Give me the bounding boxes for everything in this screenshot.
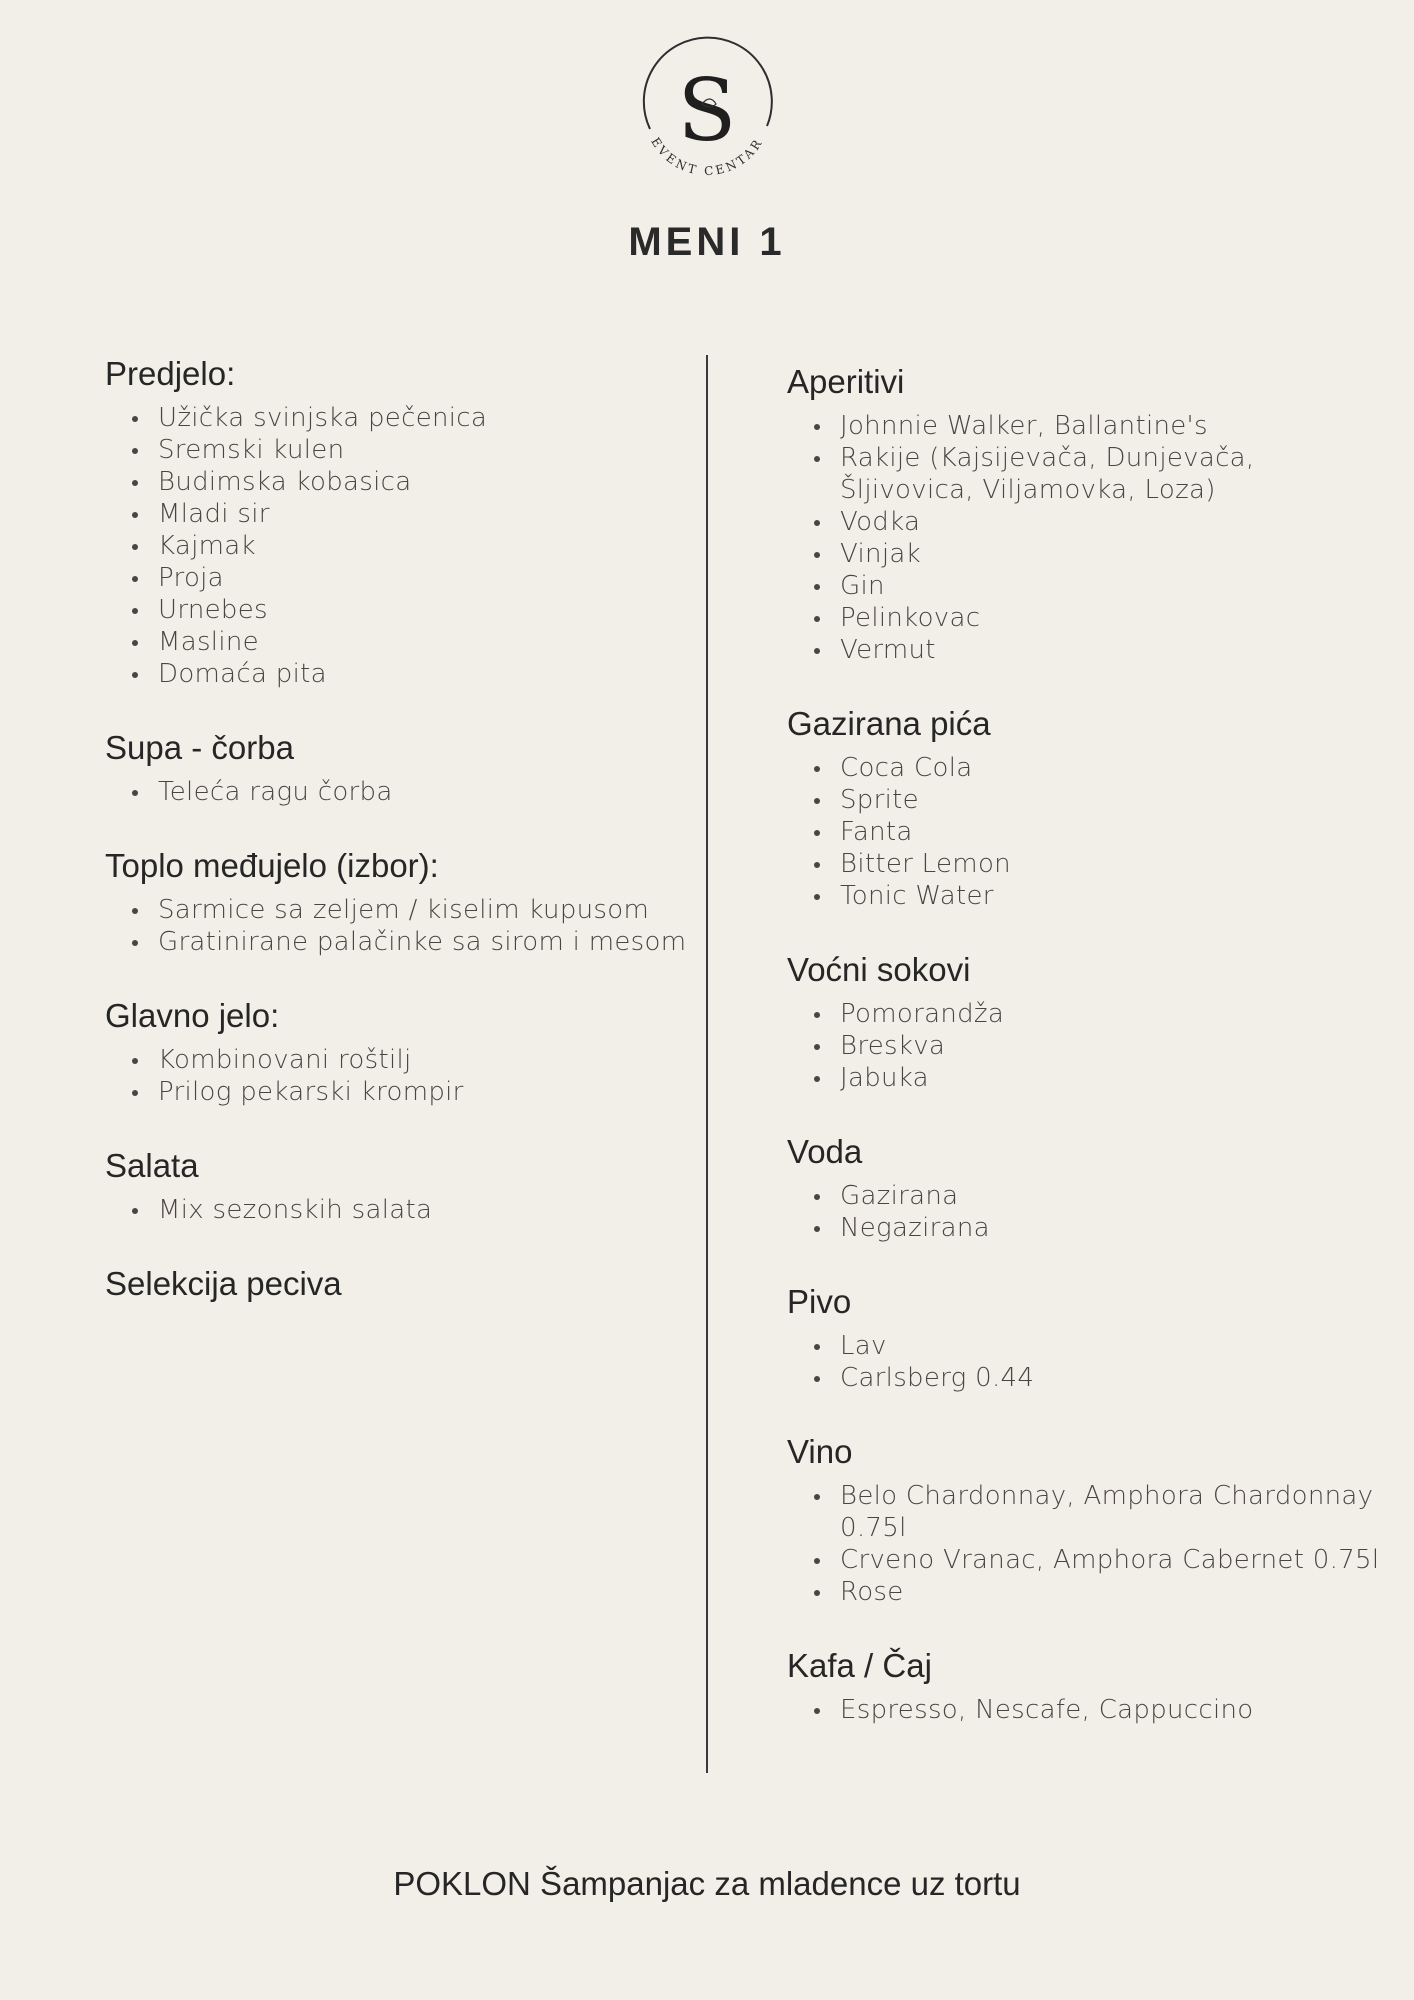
svg-text:S: S (677, 61, 737, 161)
list-item: Belo Chardonnay, Amphora Chardonnay 0.75l (840, 1480, 1387, 1544)
list-item: Mix sezonskih salata (158, 1194, 695, 1226)
item-list (787, 1330, 1387, 1394)
list-item: Johnnie Walker, Ballantine's (840, 410, 1387, 442)
section-heading: Toplo međujelo (izbor): (105, 847, 439, 884)
list-item: Sarmice sa zeljem / kiselim kupusom (158, 894, 695, 926)
menu-section (787, 362, 1387, 666)
list-item: Urnebes (158, 594, 695, 626)
list-item: Gin (840, 570, 1387, 602)
list-item: Vinjak (840, 538, 1387, 570)
footer-note: POKLON Šampanjac za mladence uz tortu (393, 1865, 1021, 1902)
section-heading: Pivo (787, 1283, 852, 1320)
list-item: Budimska kobasica (158, 466, 695, 498)
section-heading: Salata (105, 1147, 199, 1184)
list-item: Mladi sir (158, 498, 695, 530)
list-item: Rakije (Kajsijevača, Dunjevača, Šljivovica, Viljamovka, Loza) (840, 442, 1387, 506)
item-list (105, 1044, 695, 1108)
list-item: Masline (158, 626, 695, 658)
list-item: Fanta (840, 816, 1387, 848)
section-heading: Voćni sokovi (787, 951, 971, 988)
list-item: Espresso, Nescafe, Cappuccino (840, 1694, 1387, 1726)
item-list (787, 1180, 1387, 1244)
menu-section (105, 1146, 695, 1226)
section-heading: Supa - čorba (105, 729, 294, 766)
menu-section (787, 1432, 1387, 1608)
page-title: MENI 1 (628, 220, 786, 264)
menu-section (105, 354, 695, 690)
menu-section (787, 1132, 1387, 1244)
list-item: Breskva (840, 1030, 1387, 1062)
item-list (787, 410, 1387, 666)
item-list (787, 998, 1387, 1094)
list-item: Coca Cola (840, 752, 1387, 784)
logo-emblem-icon (632, 34, 782, 184)
menu-section (105, 1264, 695, 1304)
list-item: Tonic Water (840, 880, 1387, 912)
list-item: Vermut (840, 634, 1387, 666)
list-item: Carlsberg 0.44 (840, 1362, 1387, 1394)
column-divider (706, 355, 708, 1773)
item-list (105, 894, 695, 958)
section-heading: Voda (787, 1133, 863, 1170)
food-column (105, 354, 695, 1342)
list-item: Bitter Lemon (840, 848, 1387, 880)
section-heading: Selekcija peciva (105, 1265, 342, 1302)
list-item: Pomorandža (840, 998, 1387, 1030)
section-heading: Kafa / Čaj (787, 1647, 932, 1684)
menu-section (787, 1646, 1387, 1726)
menu-section (105, 996, 695, 1108)
list-item: Kombinovani roštilj (158, 1044, 695, 1076)
item-list (787, 1694, 1387, 1726)
list-item: Gratinirane palačinke sa sirom i mesom (158, 926, 695, 958)
list-item: Negazirana (840, 1212, 1387, 1244)
section-heading: Predjelo: (105, 355, 236, 392)
logo (632, 34, 782, 184)
menu-section (787, 1282, 1387, 1394)
menu-section (787, 704, 1387, 912)
list-item: Lav (840, 1330, 1387, 1362)
item-list (787, 752, 1387, 912)
section-heading: Gazirana pića (787, 705, 991, 742)
list-item: Sremski kulen (158, 434, 695, 466)
item-list (787, 1480, 1387, 1608)
drinks-column (787, 362, 1387, 1764)
list-item: Teleća ragu čorba (158, 776, 695, 808)
menu-section (105, 846, 695, 958)
list-item: Rose (840, 1576, 1387, 1608)
list-item: Kajmak (158, 530, 695, 562)
list-item: Prilog pekarski krompir (158, 1076, 695, 1108)
list-item: Sprite (840, 784, 1387, 816)
menu-section (787, 950, 1387, 1094)
list-item: Vodka (840, 506, 1387, 538)
list-item: Gazirana (840, 1180, 1387, 1212)
section-heading: Aperitivi (787, 363, 905, 400)
list-item: Jabuka (840, 1062, 1387, 1094)
svg-text:EVENT CENTAR: EVENT CENTAR (648, 134, 766, 179)
item-list (105, 776, 695, 808)
menu-section (105, 728, 695, 808)
list-item: Domaća pita (158, 658, 695, 690)
item-list (105, 402, 695, 690)
list-item: Pelinkovac (840, 602, 1387, 634)
list-item: Proja (158, 562, 695, 594)
item-list (105, 1194, 695, 1226)
section-heading: Vino (787, 1433, 853, 1470)
section-heading: Glavno jelo: (105, 997, 280, 1034)
list-item: Crveno Vranac, Amphora Cabernet 0.75l (840, 1544, 1387, 1576)
list-item: Užička svinjska pečenica (158, 402, 695, 434)
